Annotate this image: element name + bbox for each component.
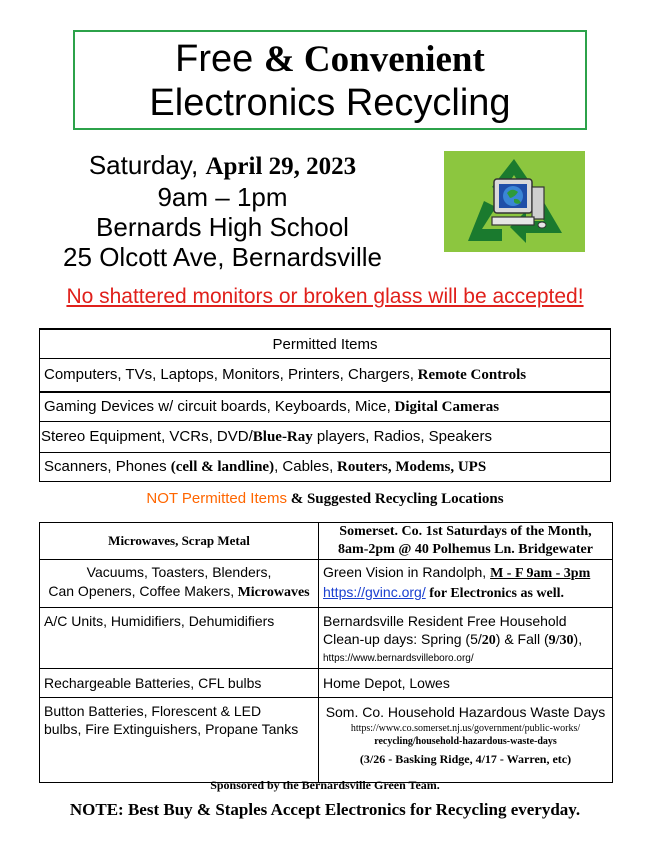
- location-item: [40, 698, 319, 783]
- recycling-locations-table: [39, 522, 613, 783]
- permitted-row: [40, 422, 611, 453]
- title-convenient: & Convenient: [263, 39, 485, 80]
- note-text: NOTE: Best Buy & Staples Accept Electronics for Recycling everyday.: [69, 800, 581, 819]
- not-permitted-label: NOT Permitted Items: [146, 490, 287, 507]
- where-line: [323, 583, 608, 603]
- where-text: ),: [573, 631, 583, 647]
- item-line: Vacuums, Toasters, Blenders,: [86, 564, 272, 580]
- hazardous-dates: (3/26 - Basking Ridge, 4/17 - Warren, etc): [359, 752, 572, 766]
- permitted-row: [40, 359, 611, 393]
- item-line: [44, 582, 314, 602]
- location-item: Rechargeable Batteries, CFL bulbs: [40, 669, 319, 698]
- title-free: Free: [175, 38, 254, 80]
- row-text: , Cables,: [274, 458, 334, 475]
- row-text: players, Radios, Speakers: [312, 428, 493, 445]
- event-time: 9am – 1pm: [157, 182, 288, 212]
- title-box: [73, 30, 587, 130]
- location-item: Microwaves, Scrap Metal: [40, 523, 319, 560]
- permitted-row: [40, 453, 611, 482]
- event-details: [40, 150, 405, 272]
- row-text: Stereo Equipment, VCRs, DVD/: [41, 428, 253, 445]
- title-line-2: Electronics Recycling: [149, 82, 511, 124]
- row-text: Gaming Devices w/ circuit boards, Keyboards, Mice,: [44, 398, 391, 415]
- event-date: [40, 150, 405, 182]
- item-line: Button Batteries, Florescent & LED: [44, 703, 262, 719]
- event-date-text: April 29, 2023: [205, 153, 357, 180]
- event-address: 25 Olcott Ave, Bernardsville: [63, 242, 382, 272]
- where-line: [323, 612, 608, 650]
- location-where: Somerset. Co. 1st Saturdays of the Month, 8am-2pm @ 40 Polhemus Ln. Bridgewater: [319, 523, 613, 560]
- permitted-heading: Permitted Items: [40, 329, 611, 359]
- where-hours: M - F 9am - 3pm: [490, 566, 591, 581]
- row-text-bold: Blue-Ray: [252, 429, 313, 445]
- row-text: Scanners, Phones: [44, 458, 171, 475]
- row-text: Computers, TVs, Laptops, Monitors, Printers, Chargers,: [44, 366, 414, 383]
- where-text-bold: 20: [481, 633, 496, 648]
- where-text-bold: 9/30: [548, 633, 574, 648]
- location-where: Home Depot, Lowes: [319, 669, 613, 698]
- suggested-locations-label: & Suggested Recycling Locations: [286, 491, 504, 507]
- row-text-bold: Remote Controls: [413, 367, 527, 383]
- warning-text: No shattered monitors or broken glass will be accepted!: [66, 285, 584, 308]
- bernardsville-link[interactable]: https://www.bernardsvilleboro.org/: [323, 653, 474, 664]
- row-text-bold: Digital Cameras: [390, 399, 500, 415]
- where-text: Green Vision in Randolph,: [323, 564, 491, 580]
- permitted-items-table: [39, 328, 611, 482]
- item-line: bulbs, Fire Extinguishers, Propane Tanks: [44, 721, 299, 737]
- event-day: Saturday,: [88, 150, 199, 180]
- sponsor-text: Sponsored by the Bernardsville Green Team.: [210, 778, 440, 792]
- permitted-row: [40, 392, 611, 422]
- row-text-bold: Routers, Modems, UPS: [333, 459, 487, 475]
- recycling-computer-icon: [444, 151, 585, 252]
- location-where: [319, 608, 613, 669]
- not-permitted-heading: [0, 490, 650, 508]
- location-item: [40, 560, 319, 608]
- somerset-link[interactable]: recycling/household-hazardous-waste-days: [374, 736, 557, 747]
- row-text-bold: (cell & landline): [170, 459, 275, 475]
- location-item: A/C Units, Humidifiers, Dehumidifiers: [40, 608, 319, 669]
- location-where: [319, 560, 613, 608]
- where-text-bold: for Electronics as well.: [425, 586, 565, 601]
- where-text: ) & Fall (: [495, 631, 549, 647]
- location-where: [319, 698, 613, 783]
- where-text: Bernardsville Resident Free Household Clean-up days: Spring (5/: [323, 613, 567, 647]
- item-text: Can Openers, Coffee Makers,: [48, 583, 235, 599]
- where-line: Som. Co. Household Hazardous Waste Days: [325, 704, 606, 720]
- title-line-1: [75, 38, 585, 81]
- where-line: [323, 563, 608, 583]
- item-text-bold: Microwaves: [234, 585, 310, 600]
- gvinc-link[interactable]: https://gvinc.org/: [323, 584, 426, 600]
- event-location: Bernards High School: [96, 212, 349, 242]
- somerset-link[interactable]: https://www.co.somerset.nj.us/government/public-works/: [350, 723, 581, 734]
